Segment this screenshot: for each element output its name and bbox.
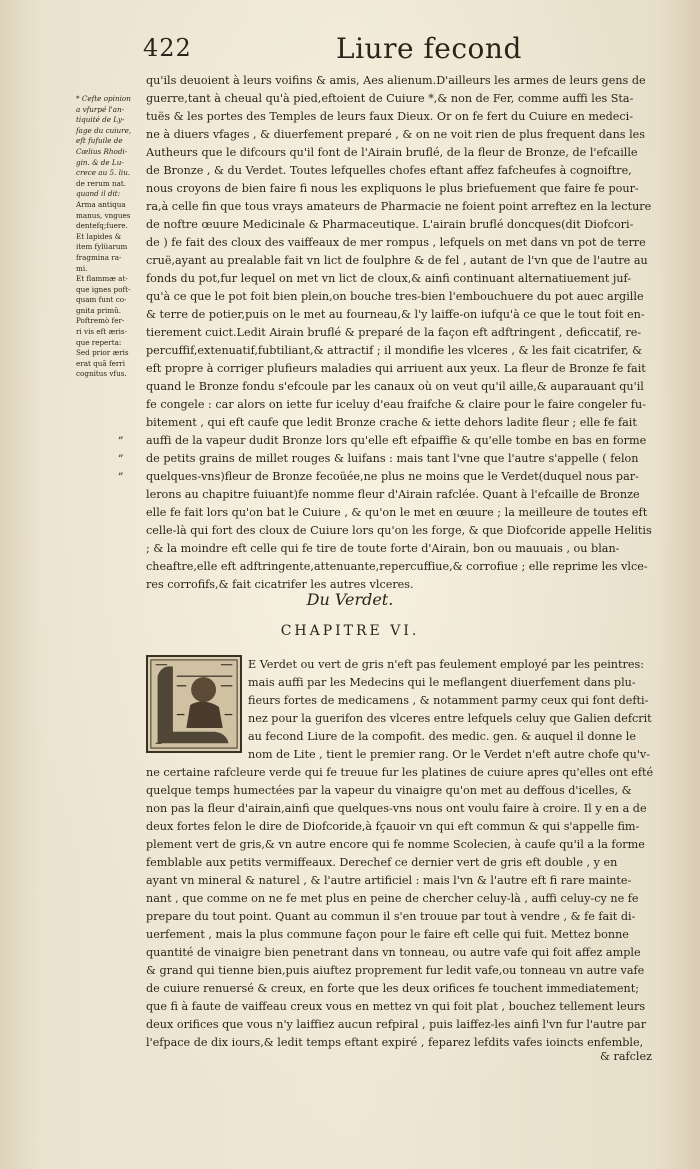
chapter-text-line: mais auffi par les Medecins qui le meflangent diuerfement dans plu- bbox=[248, 676, 636, 689]
text-line: de petits grains de millet rouges & luifans : mais tant l'vne que l'autre s'appelle ( felon bbox=[146, 452, 639, 465]
running-head: Liure fecond bbox=[336, 32, 522, 65]
text-line: Autheurs que le difcours qu'il font de l'Airain bruflé, de la fleur de Bronze, de l'efcaille bbox=[146, 146, 638, 159]
text-line: & terre de potier,puis on le met au fourneau,& l'y laiffe-on iufqu'à ce que le tout foit en- bbox=[146, 308, 645, 321]
margin-note-line: erat quã ferri bbox=[76, 358, 126, 368]
text-line: qu'ils deuoient à leurs voifins & amis, Aes alienum.D'ailleurs les armes de leurs gens de bbox=[146, 74, 646, 87]
text-line: de Bronze , & du Verdet. Toutes lefquelles chofes eftant affez fafcheufes à cognoiftre, bbox=[146, 164, 632, 177]
text-line: fonds du pot,fur lequel on met vn lict de cloux,& ainfi continuant alternatiuement juf- bbox=[146, 272, 632, 285]
text-line: fe congele : car alors on iette fur iceluy d'eau fraifche & claire pour le faire congeler fu- bbox=[146, 398, 646, 411]
margin-note-line: quand il dit: bbox=[76, 189, 121, 199]
chapter-text-line: deux fortes felon le dire de Diofcoride,à fçauoir vn qui eft commun & qui s'appelle fim- bbox=[146, 820, 640, 833]
chapter-text-line: fieurs fortes de medicamens , & notamment parmy ceux qui font defti- bbox=[248, 694, 649, 707]
text-line: quelques-vns)fleur de Bronze fecoüée,ne plus ne moins que le Verdet(duquel nous par- bbox=[146, 470, 639, 483]
text-line: cheaftre,elle eft adftringente,attenuante,repercuffiue,& corrofiue ; elle reprime les vlce- bbox=[146, 560, 648, 573]
chapter-text-line: uerfement , mais la plus commune façon pour le faire eft celle qui fuit. Mettez bonne bbox=[146, 928, 629, 941]
margin-notes bbox=[76, 94, 144, 380]
text-line: elle fe fait lors qu'on bat le Cuiure , & qu'on le met en œuure ; la meilleure de toutes eft bbox=[146, 506, 648, 519]
text-line: tierement cuict.Ledit Airain bruflé & preparé de la façon eft adftringent , deficcatif, re- bbox=[146, 326, 642, 339]
margin-note-line: ri vis eft æris- bbox=[76, 327, 128, 337]
margin-note-line: Cælius Rhodi- bbox=[76, 146, 128, 156]
margin-note-line: tiquité de Ly- bbox=[76, 115, 125, 125]
margin-note-line: gin. & de Lu- bbox=[76, 157, 124, 167]
chapter-text-line: femblable aux petits vermiffeaux. Derechef ce dernier vert de gris eft double , y en bbox=[146, 856, 618, 869]
text-line: qu'à ce que le pot foit bien plein,on bouche tres-bien l'embouchuere du pot auec argille bbox=[146, 290, 644, 303]
chapter-text-line: E Verdet ou vert de gris n'eft pas feulement employé par les peintres: bbox=[248, 658, 644, 671]
quote-mark: „ bbox=[118, 446, 124, 459]
chapter-text-line: ayant vn mineral & naturel , & l'autre artificiel : mais l'vn & l'autre eft fi rare mainte- bbox=[146, 874, 632, 887]
main-text-block bbox=[146, 72, 672, 594]
text-line: lerons au chapitre fuiuant)fe nomme fleur d'Airain rafclée. Quant à l'efcaille de Bronze bbox=[146, 488, 640, 501]
margin-note-line: a vfurpé l'an- bbox=[76, 104, 125, 114]
text-line: res corrofifs,& fait cicatrifer les autres vlceres. bbox=[146, 578, 414, 591]
text-line: guerre,tant à cheual qu'à pied,eftoient de Cuiure *,& non de Fer, comme auffi les Sta- bbox=[146, 92, 634, 105]
margin-note-line: dentefq;fuere. bbox=[76, 221, 128, 231]
chapter-text-line: quelque temps humectées par la vapeur du vinaigre qu'on met au deffous d'icelles, & bbox=[146, 784, 632, 797]
text-line: ; & la moindre eft celle qui fe tire de toute forte d'Airain, bon ou mauuais , ou blan- bbox=[146, 542, 620, 555]
margin-note-line: Poftremò fer- bbox=[76, 316, 125, 326]
margin-note-line: crece au 5. liu. bbox=[76, 168, 131, 178]
text-line: quand le Bronze fondu s'efcoule par les canaux où on veut qu'il aille,& auparauant qu'il bbox=[146, 380, 644, 393]
quote-mark: „ bbox=[118, 464, 124, 477]
text-line: bitement , qui eft caufe que ledit Bronze crache & iette dehors ladite fleur ; elle fe fait bbox=[146, 416, 637, 429]
chapter-text-line: nom de Lite , tient le premier rang. Or le Verdet n'eft autre chofe qu'v- bbox=[248, 748, 651, 761]
margin-note-line: fage du cuiure, bbox=[76, 125, 132, 135]
chapter-text-block bbox=[146, 656, 672, 1052]
margin-note-line: * Cefte opinion bbox=[76, 94, 131, 103]
margin-note-line: manus, vngues bbox=[76, 210, 131, 220]
chapter-text-line: nez pour la guerifon des vlceres entre lefquels celuy que Galien defcrit bbox=[248, 712, 652, 725]
margin-note-line: quam funt co- bbox=[76, 295, 127, 305]
margin-note-line: que ignes poft- bbox=[76, 284, 131, 294]
chapter-text-line: & grand qui tienne bien,puis aiuftez proprement fur ledit vafe,ou tonneau vn autre vafe bbox=[146, 964, 645, 977]
chapter-text-line: plement vert de gris,& vn autre encore qui fe nomme Scolecien, à caufe qu'il a la forme bbox=[146, 838, 645, 851]
chapter-text-line: l'efpace de dix iours,& ledit temps eftant expiré , feparez lefdits vafes ioincts enfemble, bbox=[146, 1036, 644, 1049]
text-line: eft propre à corriger plufieurs maladies qui arriuent aux yeux. La fleur de Bronze fe fait bbox=[146, 362, 646, 375]
margin-note-line: mi. bbox=[76, 263, 88, 273]
text-line: de ) fe fait des cloux des vaiffeaux de mer rompus , lefquels on met dans vn pot de terre bbox=[146, 236, 646, 249]
page-header bbox=[0, 34, 700, 70]
margin-note-line: Et lapides & bbox=[76, 231, 122, 241]
text-line: de noftre œuure Medicinale & Pharmaceutique. L'airain bruflé doncques(dit Diofcori- bbox=[146, 218, 634, 231]
text-line: percuffif,extenuatif,fubtiliant,& attractif ; il mondifie les vlceres , & les fait cicatrifer, & bbox=[146, 344, 643, 357]
chapter-text-line: nant , que comme on ne fe met plus en peine de chercher celuy-là , auffi celuy-cy ne fe bbox=[146, 892, 639, 905]
chapter-title: CHAPITRE VI. bbox=[280, 623, 420, 639]
catchword: & rafclez bbox=[599, 1050, 652, 1063]
chapter-text-line: que fi à faute de vaiffeau creux vous en mettez vn qui foit plat , bouchez tellement leurs bbox=[146, 1000, 646, 1013]
text-line: ra,à celle fin que tous vrays amateurs de Pharmacie ne foient point arreftez en la lecture bbox=[146, 200, 652, 213]
chapter-text-line: deux orifices que vous n'y laiffiez aucun refpiral , puis laiffez-les ainfi l'vn fur l'autre par bbox=[146, 1018, 647, 1031]
margin-note-line: item fylüarum bbox=[76, 242, 128, 252]
margin-note-line: gnita primû. bbox=[76, 305, 122, 315]
chapter-text-line: prepare du tout point. Quant au commun il s'en trouue par tout à vendre , & fe fait di- bbox=[146, 910, 636, 923]
margin-note-line: fragmina ra- bbox=[76, 252, 122, 262]
chapter-text-line: ne certaine rafcleure verde qui fe treuue fur les platines de cuiure apres qu'elles ont efté bbox=[146, 766, 654, 779]
page-number: 422 bbox=[143, 34, 192, 62]
margin-note-line: Arma antiqua bbox=[76, 199, 126, 209]
margin-note-line: Et flammæ at- bbox=[76, 274, 128, 284]
chapter-text-line: non pas la fleur d'airain,ainfi que quelques-vns nous ont voulu faire à croire. Il y en a de bbox=[146, 802, 647, 815]
text-line: tuës & les portes des Temples de leurs faux Dieux. Or on fe fert du Cuiure en medeci- bbox=[146, 110, 633, 123]
text-line: celle-là qui fort des cloux de Cuiure lors qu'on les forge, & que Diofcoride appelle Helitis bbox=[146, 524, 652, 537]
section-title: Du Verdet. bbox=[306, 590, 394, 609]
text-line: cruë,ayant au prealable fait vn lict de foulphre & de fel , autant de l'vn que de l'autre au bbox=[146, 254, 648, 267]
margin-note-line: de rerum nat. bbox=[76, 178, 127, 188]
text-line: nous croyons de bien faire fi nous les expliquons le plus briefuement que faire fe pour- bbox=[146, 182, 639, 195]
quote-mark: „ bbox=[118, 428, 124, 441]
chapter-text-line: au fecond Liure de la compofit. des medic. gen. & auquel il donne le bbox=[248, 730, 637, 743]
chapter-text-line: de cuiure renuersé & creux, en forte que les deux orifices fe touchent immediatement; bbox=[146, 982, 639, 995]
margin-note-line: cognitus vfus. bbox=[76, 369, 127, 379]
text-line: ne à diuers vfages , & diuerfement preparé , & on ne voit rien de plus frequent dans les bbox=[146, 128, 646, 141]
chapter-text-line: quantité de vinaigre bien penetrant dans vn tonneau, ou autre vafe qui foit affez ample bbox=[146, 946, 641, 959]
text-line: auffi de la vapeur dudit Bronze lors qu'elle eft efpaiffie & qu'elle tombe en bas en forme bbox=[146, 434, 647, 447]
margin-note-line: eft fufuile de bbox=[76, 136, 123, 146]
margin-note-line: Sed prior æris bbox=[76, 348, 129, 358]
margin-note-line: que reperta: bbox=[76, 337, 122, 347]
